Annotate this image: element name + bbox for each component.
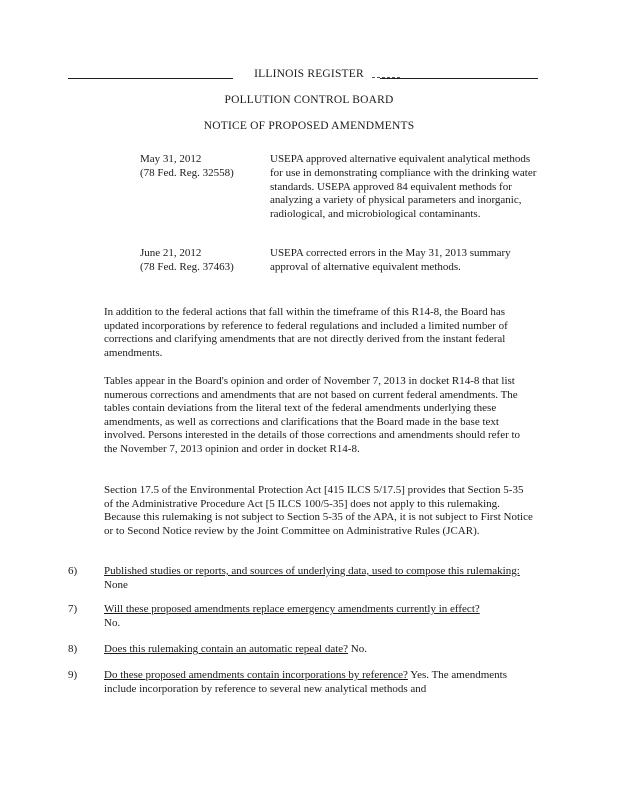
action-description: USEPA corrected errors in the May 31, 2013 summary approval of alternative equivalent methods.: [270, 247, 511, 273]
body-paragraph: Tables appear in the Board's opinion and order of November 7, 2013 in docket R14-8 that list numerous corrections and amendments that are not based on current federal amendments. The tables contain deviations from the literal text of the federal amendments underlying these amendments, as well as corrections and clarifications that the Board made in the base text involved. Persons interested in the details of those corrections and amendments should refer to the November 7, 2013 opinion and order in docket R14-8.: [104, 375, 521, 455]
item-answer: Yes. The amendments include incorporation by reference to several new analytical methods and: [104, 669, 508, 695]
board-title: POLLUTION CONTROL BOARD: [224, 94, 394, 106]
body-paragraph: In addition to the federal actions that fall within the timeframe of this R14-8, the Board has updated incorporations by reference to federal regulations and included a limited number of corrections and clarifying amendments that are not directly derived from the instant federal amendments.: [104, 306, 508, 359]
register-title: ILLINOIS REGISTER: [254, 68, 364, 80]
action-description: USEPA approved alternative equivalent analytical methods for use in demonstrating compliance with the drinking water standards. USEPA approved 84 equivalent methods for analyzing a variety of physical parameters and inorganic, radiological, and microbiological contaminants.: [270, 153, 537, 221]
action-date-block: [140, 153, 265, 181]
item-answer: None: [104, 578, 128, 591]
item-answer: No.: [348, 643, 367, 655]
item-body: [104, 603, 534, 630]
action-citation: (78 Fed. Reg. 32558): [140, 166, 234, 179]
item-question: Do these proposed amendments contain incorporations by reference?: [104, 669, 408, 681]
action-citation: (78 Fed. Reg. 37463): [140, 260, 234, 273]
item-question: Does this rulemaking contain an automatic repeal date?: [104, 643, 349, 655]
item-body: [104, 669, 534, 696]
item-question: Will these proposed amendments replace emergency amendments currently in effect?: [104, 603, 480, 615]
item-number: 9): [68, 669, 78, 681]
notice-title: NOTICE OF PROPOSED AMENDMENTS: [203, 120, 415, 132]
action-date: May 31, 2012: [140, 153, 202, 165]
body-paragraph: Section 17.5 of the Environmental Protection Act [415 ILCS 5/17.5] provides that Section 5-35 of the Administrative Procedure Act [5 ILCS 100/5-35] does not apply to this rulemaking. Because this rulemaking is not subject to Section 5-35 of the APA, it is not subject to First Notice or to Second Notice review by the Joint Committee on Administrative Rules (JCAR).: [104, 484, 533, 537]
action-date: June 21, 2012: [140, 247, 202, 259]
item-body: [104, 565, 534, 592]
item-number: 8): [68, 643, 78, 655]
item-body: [104, 643, 534, 657]
action-date-block: [140, 247, 265, 275]
item-number: 6): [68, 565, 78, 577]
item-number: 7): [68, 603, 78, 615]
item-answer: No.: [104, 616, 121, 629]
item-question: Published studies or reports, and sources of underlying data, used to compose this rulemaking:: [104, 565, 520, 577]
